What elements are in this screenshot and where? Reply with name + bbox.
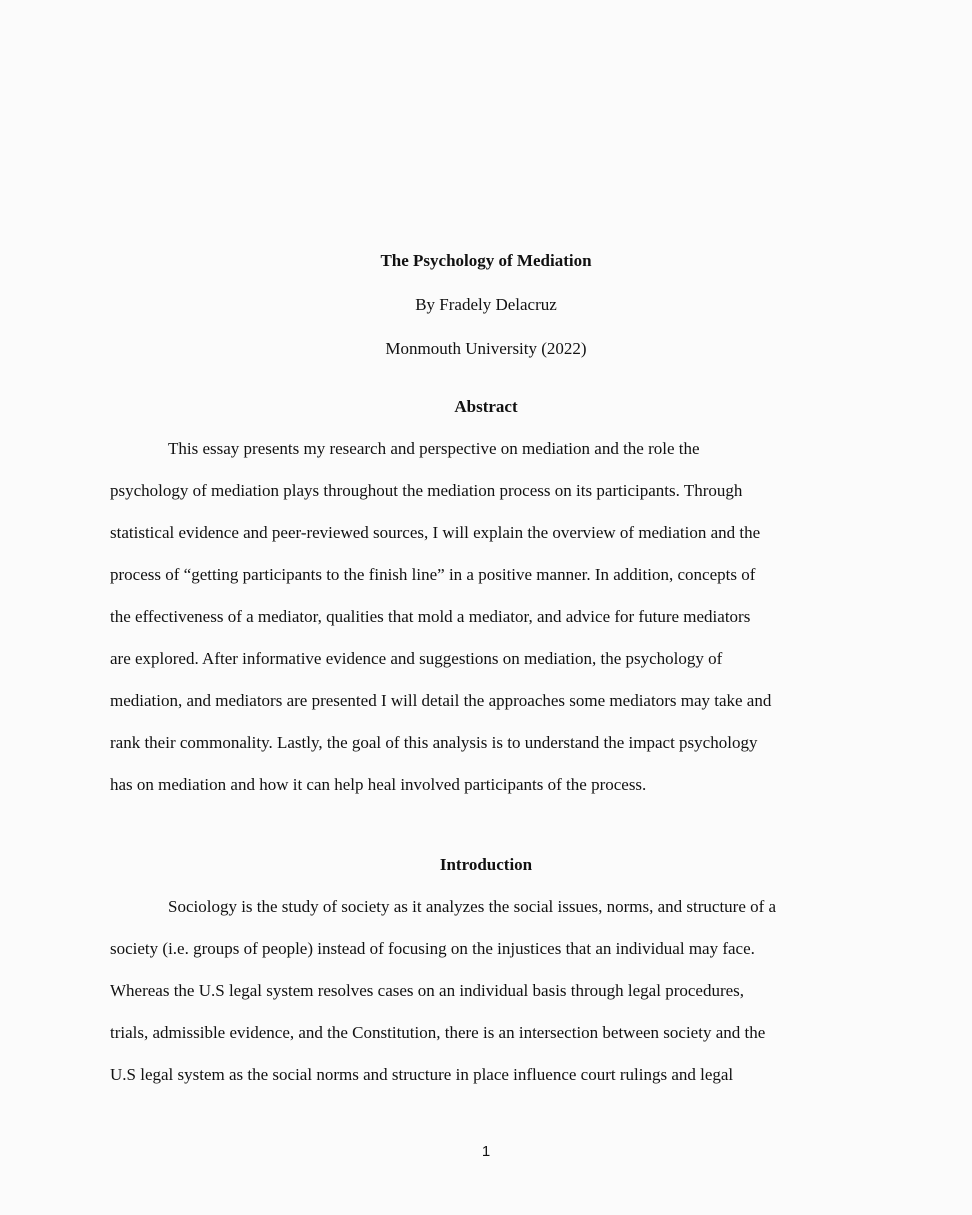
introduction-heading: Introduction xyxy=(439,855,533,874)
abstract-line: has on mediation and how it can help heal involved participants of the process. xyxy=(110,775,647,794)
abstract-line: are explored. After informative evidence and suggestions on mediation, the psychology of xyxy=(110,649,723,668)
introduction-line: society (i.e. groups of people) instead of focusing on the injustices that an individual may face. xyxy=(110,939,755,958)
introduction-line: Sociology is the study of society as it analyzes the social issues, norms, and structure of a xyxy=(168,897,777,916)
introduction-line: U.S legal system as the social norms and structure in place influence court rulings and legal xyxy=(110,1065,734,1084)
abstract-line: process of “getting participants to the finish line” in a positive manner. In addition, concepts of xyxy=(110,565,756,584)
abstract-line: mediation, and mediators are presented I will detail the approaches some mediators may take and xyxy=(110,691,772,710)
document-title: The Psychology of Mediation xyxy=(380,251,592,270)
affiliation-line: Monmouth University (2022) xyxy=(385,339,587,358)
abstract-line: This essay presents my research and perspective on mediation and the role the xyxy=(168,439,700,458)
introduction-line: Whereas the U.S legal system resolves cases on an individual basis through legal procedures, xyxy=(110,981,745,1000)
introduction-line: trials, admissible evidence, and the Constitution, there is an intersection between society and the xyxy=(110,1023,766,1042)
abstract-line: the effectiveness of a mediator, qualities that mold a mediator, and advice for future mediators xyxy=(110,607,751,626)
abstract-line: psychology of mediation plays throughout the mediation process on its participants. Through xyxy=(110,481,743,500)
abstract-heading: Abstract xyxy=(454,397,518,416)
page-number: 1 xyxy=(481,1143,491,1160)
abstract-line: statistical evidence and peer-reviewed sources, I will explain the overview of mediation and the xyxy=(110,523,761,542)
abstract-line: rank their commonality. Lastly, the goal of this analysis is to understand the impact psychology xyxy=(110,733,758,752)
author-line: By Fradely Delacruz xyxy=(415,295,557,314)
